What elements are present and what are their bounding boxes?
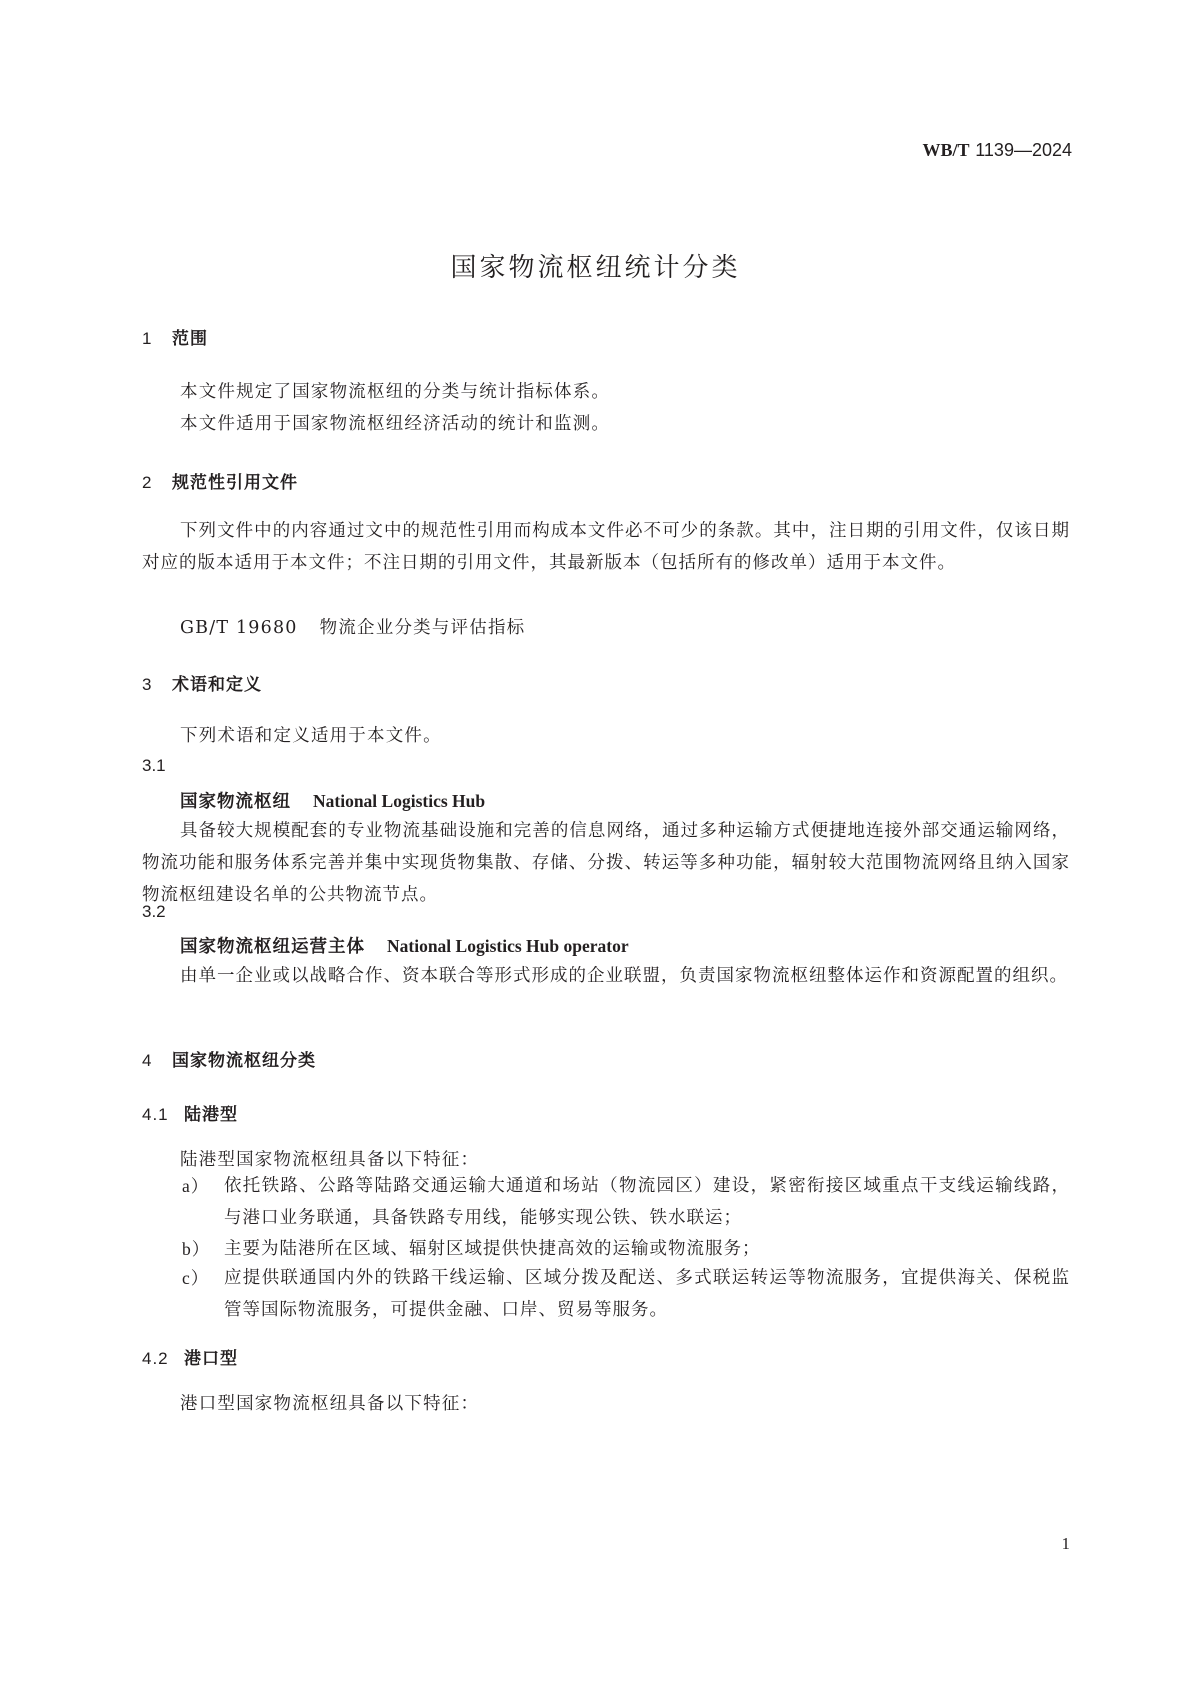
section-number: 2 [142, 473, 153, 492]
section-2-heading [142, 468, 298, 493]
list-item [182, 1170, 1070, 1234]
standard-prefix: WB/T [922, 140, 970, 160]
term-chinese: 国家物流枢纽 [180, 792, 291, 812]
normative-reference [180, 614, 525, 639]
section-title: 规范性引用文件 [172, 473, 298, 493]
reference-code: GB/T 19680 [180, 618, 298, 638]
paragraph: 下列术语和定义适用于本文件。 [180, 726, 442, 746]
section-3-heading [142, 670, 262, 695]
paragraph: 陆港型国家物流枢纽具备以下特征： [180, 1150, 480, 1170]
list-item-text: 依托铁路、公路等陆路交通运输大通道和场站（物流园区）建设，紧密衔接区域重点干支线运输线路，与港口业务联通，具备铁路专用线，能够实现公铁、铁水联运； [224, 1176, 1070, 1228]
term-entry [180, 933, 629, 958]
section-title: 国家物流枢纽分类 [172, 1051, 316, 1071]
page-number: 1 [1061, 1534, 1070, 1553]
section-number: 4.2 [142, 1349, 169, 1368]
paragraph: 本文件适用于国家物流枢纽经济活动的统计和监测。 [180, 414, 611, 434]
list-item [182, 1233, 1070, 1265]
list-item-text: 主要为陆港所在区域、辐射区域提供快捷高效的运输或物流服务； [224, 1239, 761, 1259]
list-item [182, 1262, 1070, 1326]
section-title: 港口型 [184, 1349, 238, 1369]
subsection-4-1-heading [142, 1100, 238, 1125]
term-number: 3.1 [142, 756, 166, 775]
term-definition: 由单一企业或以战略合作、资本联合等形式形成的企业联盟，负责国家物流枢纽整体运作和资源配置的组织。 [180, 966, 1068, 986]
standard-code: 1139—2024 [975, 140, 1072, 160]
section-1-heading [142, 324, 208, 349]
section-title: 陆港型 [184, 1105, 238, 1125]
section-number: 4.1 [142, 1105, 169, 1124]
list-marker: c） [182, 1268, 210, 1288]
list-marker: a） [182, 1176, 210, 1196]
term-english: National Logistics Hub operator [387, 936, 629, 956]
term-definition: 具备较大规模配套的专业物流基础设施和完善的信息网络，通过多种运输方式便捷地连接外部交通运输网络，物流功能和服务体系完善并集中实现货物集散、存储、分拨、转运等多种功能，辐射较大范围物流网络且纳入国家物流枢纽建设名单的公共物流节点。 [142, 821, 1070, 905]
section-number: 1 [142, 329, 153, 348]
term-number: 3.2 [142, 902, 166, 921]
term-english: National Logistics Hub [313, 791, 486, 811]
paragraph: 港口型国家物流枢纽具备以下特征： [180, 1394, 480, 1414]
list-item-text: 应提供联通国内外的铁路干线运输、区域分拨及配送、多式联运转运等物流服务，宜提供海关、保税监管等国际物流服务，可提供金融、口岸、贸易等服务。 [224, 1268, 1070, 1320]
section-title: 术语和定义 [172, 675, 262, 695]
term-entry [180, 788, 485, 813]
list-marker: b） [182, 1239, 211, 1259]
reference-title: 物流企业分类与评估指标 [319, 618, 526, 638]
paragraph: 本文件规定了国家物流枢纽的分类与统计指标体系。 [180, 382, 611, 402]
paragraph: 下列文件中的内容通过文中的规范性引用而构成本文件必不可少的条款。其中，注日期的引用文件，仅该日期对应的版本适用于本文件；不注日期的引用文件，其最新版本（包括所有的修改单）适用于本文件。 [142, 521, 1070, 573]
term-chinese: 国家物流枢纽运营主体 [180, 937, 365, 957]
section-number: 4 [142, 1051, 153, 1070]
section-title: 范围 [172, 329, 208, 349]
subsection-4-2-heading [142, 1344, 238, 1369]
document-title: 国家物流枢纽统计分类 [450, 253, 741, 283]
standard-number [923, 140, 1073, 161]
section-4-heading [142, 1046, 316, 1071]
section-number: 3 [142, 675, 153, 694]
